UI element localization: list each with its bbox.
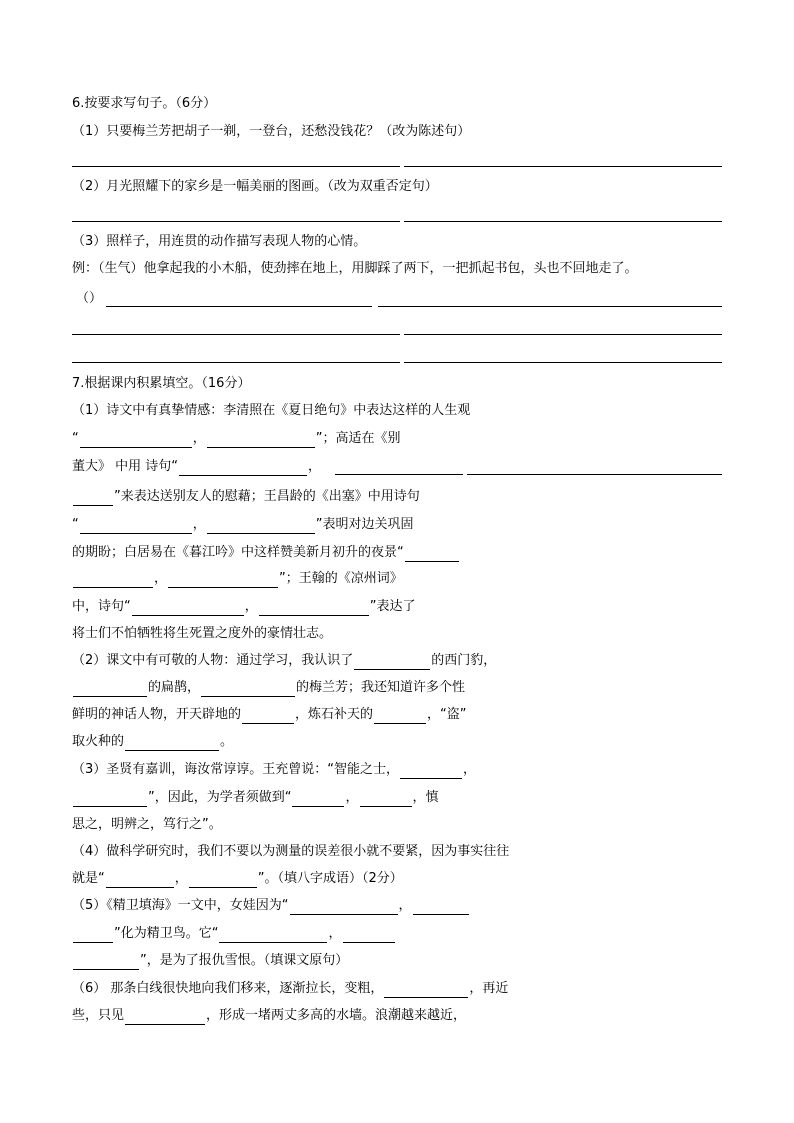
q7-s1-line8: 中，诗句“ ， ”表达了 [72, 599, 416, 614]
fill-blank[interactable] [360, 792, 412, 807]
q7-s2-line1: （2）课文中有可敬的人物：通过学习，我认识了 的西门豹， [72, 653, 497, 668]
fill-blank[interactable] [73, 928, 113, 943]
answer-line[interactable] [106, 306, 372, 307]
q7-s2-line2: 的扁鹊， 的梅兰芳；我还知道许多个性 [72, 679, 465, 697]
q7-s1-line7: ， ”；王翰的《凉州词》 [72, 570, 403, 588]
fill-blank[interactable] [80, 519, 192, 534]
q7-s4-line2: 就是“ ， ”。（填八字成语）（2分） [72, 871, 403, 886]
fill-blank[interactable] [73, 792, 147, 807]
q7-s5-line3: ”，是为了报仇雪恨。（填课文原句） [72, 952, 348, 970]
fill-blank[interactable] [168, 573, 278, 588]
fill-blank[interactable] [73, 955, 139, 970]
q7-s1-line4: ”来表达送别友人的慰藉；王昌龄的《出塞》中用诗句 [72, 488, 420, 506]
fill-blank[interactable] [290, 900, 398, 915]
q7-s5-line2: ”化为精卫鸟。它“ ， [72, 925, 396, 943]
fill-blank[interactable] [467, 474, 722, 475]
q7-s1-line2: “ ， ”；高适在《别 [72, 431, 401, 446]
fill-blank[interactable] [207, 433, 315, 448]
fill-blank[interactable] [73, 491, 113, 506]
q7-s1-line3: 董大》 中用 诗句“ ， [72, 459, 322, 474]
fill-blank[interactable] [73, 573, 153, 588]
q6-item2: （2）月光照耀下的家乡是一幅美丽的图画。（改为双重否定句） [72, 179, 438, 194]
answer-line[interactable] [72, 221, 400, 222]
q7-s5-line1: （5）《精卫填海》一文中，女娃因为“ ， [72, 897, 470, 915]
q7-s3-line2: ”，因此，为学者须做到“ ， ，慎 [72, 789, 439, 807]
fill-blank[interactable] [125, 736, 219, 751]
fill-blank[interactable] [125, 1010, 205, 1025]
fill-blank[interactable] [132, 601, 244, 616]
q6-title: 6.按要求写句子。（6分） [72, 96, 217, 111]
q7-s1-line9: 将士们不怕牺牲将生死置之度外的豪情壮志。 [72, 626, 333, 641]
q7-s1-line1: （1）诗文中有真挚情感：李清照在《夏日绝句》中表达这样的人生观 [72, 403, 471, 418]
fill-blank[interactable] [343, 928, 395, 943]
fill-blank[interactable] [242, 709, 294, 724]
q7-s4-line1: （4）做科学研究时，我们不要以为测量的误差很小就不要紧，因为事实往往 [72, 844, 510, 859]
fill-blank[interactable] [207, 519, 315, 534]
fill-blank[interactable] [400, 764, 462, 779]
answer-line[interactable] [404, 334, 722, 335]
q7-title: 7.根据课内积累填空。（16分） [72, 376, 251, 391]
q7-s2-line3: 鲜明的神话人物，开天辟地的 ，炼石补天的 ，“盗” [72, 707, 467, 722]
q6-item3: （3）照样子，用连贯的动作描写表现人物的心情。 [72, 234, 367, 249]
q7-s3-line1: （3）圣贤有嘉训，诲汝常谆谆。王充曾说：“智能之士， ， [72, 762, 477, 777]
fill-blank[interactable] [106, 873, 174, 888]
fill-blank[interactable] [201, 682, 295, 697]
fill-blank[interactable] [259, 601, 369, 616]
q7-s6-line2: 些，只见 ，形成一堵两丈多高的水墙。浪潮越来越近， [72, 1008, 467, 1023]
answer-line[interactable] [378, 306, 722, 307]
fill-blank[interactable] [179, 461, 307, 476]
emotion-paren: （） [76, 291, 103, 306]
answer-line[interactable] [404, 362, 722, 363]
answer-line[interactable] [72, 362, 400, 363]
q6-item1: （1）只要梅兰芳把胡子一剃，一登台，还愁没钱花？（改为陈述句） [72, 124, 471, 139]
fill-blank[interactable] [354, 655, 430, 670]
q7-s3-line3: 思之，明辨之，笃行之”。 [72, 817, 222, 832]
answer-line[interactable] [72, 334, 400, 335]
fill-blank[interactable] [384, 983, 468, 998]
fill-blank[interactable] [335, 474, 463, 475]
fill-blank[interactable] [374, 709, 426, 724]
q7-s6-line1: （6） 那条白线很快地向我们移来，逐渐拉长，变粗， ，再近 [72, 981, 509, 996]
fill-blank[interactable] [405, 547, 459, 562]
fill-blank[interactable] [73, 682, 147, 697]
fill-blank[interactable] [80, 433, 192, 448]
q6-example: 例：（生气）他拿起我的小木船，使劲摔在地上，用脚踩了两下，一把抓起书包，头也不回地走了。 [72, 261, 638, 276]
fill-blank[interactable] [219, 928, 327, 943]
q7-s1-line5: “ ， ”表明对边关巩固 [72, 517, 414, 532]
fill-blank[interactable] [292, 792, 344, 807]
q7-s2-line4: 取火种的 。 [72, 734, 234, 749]
answer-line[interactable] [72, 166, 400, 167]
fill-blank[interactable] [189, 873, 257, 888]
answer-line[interactable] [404, 221, 722, 222]
q7-s1-line6: 的期盼；白居易在《暮江吟》中这样赞美新月初升的夜景“ [72, 544, 460, 562]
fill-blank[interactable] [413, 900, 469, 915]
answer-line[interactable] [404, 166, 722, 167]
